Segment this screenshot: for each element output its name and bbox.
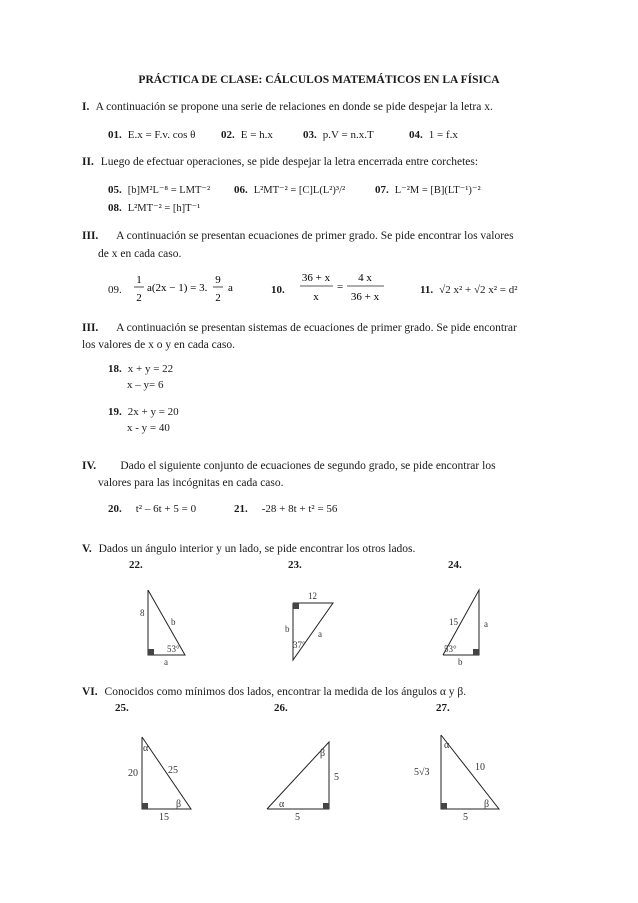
hypotenuse-label: 25: [168, 765, 178, 776]
fraction-numerator: 4 x: [358, 272, 372, 284]
section-7-heading: [82, 686, 466, 698]
angle-label: 53°: [444, 644, 457, 654]
equation: L²MT⁻² = [h]T⁻¹: [127, 203, 201, 214]
fraction-denominator: 2: [215, 292, 221, 304]
hypotenuse-label: 10: [475, 762, 485, 773]
section-7-label: VI.: [82, 686, 98, 698]
exercise-number: 06.: [234, 184, 248, 196]
exercise-number: 02.: [221, 129, 235, 141]
alpha-label: α: [444, 740, 450, 751]
base-label: 15: [159, 812, 169, 823]
equation: -28 + 8t + t² = 56: [261, 503, 338, 515]
fraction-numerator: 36 + x: [301, 272, 331, 284]
exercise-01: [108, 129, 195, 141]
base-label: a: [164, 657, 168, 667]
right-angle-marker: [473, 649, 479, 655]
figure-23-number: 23.: [288, 559, 302, 571]
exercise-number: 11.: [420, 284, 434, 296]
base-label: 5: [463, 812, 468, 823]
triangle-22: [140, 590, 185, 667]
fraction-denominator: 36 + x: [350, 291, 380, 303]
equation: L²MT⁻² = [C]L(L²)³/²: [253, 185, 346, 196]
triangle-25: [128, 737, 191, 823]
section-6-heading: [82, 543, 415, 555]
alpha-label: α: [143, 743, 149, 754]
exercise-number: 18.: [108, 363, 122, 375]
hypotenuse-label: 15: [449, 617, 458, 627]
side-label: 5: [334, 772, 339, 783]
exercise-number: 01.: [108, 129, 122, 141]
exercise-11: [420, 284, 518, 296]
section-4-text: A continuación se presentan sistemas de ecuaciones de primer grado. Se pide encontrar: [116, 322, 517, 334]
exercise-18-line-2: x – y= 6: [127, 379, 164, 391]
side-label: 20: [128, 768, 138, 779]
section-5-text-2: valores para las incógnitas en cada caso.: [98, 477, 284, 489]
section-5-heading: [82, 460, 557, 472]
triangle-24: [443, 590, 488, 667]
exercise-03: [303, 129, 374, 141]
base-label: b: [458, 657, 463, 667]
section-6-label: V.: [82, 543, 92, 555]
exercise-18: [108, 363, 173, 375]
section-6-text: Dados un ángulo interior y un lado, se pide encontrar los otros lados.: [98, 543, 416, 555]
right-angle-marker: [323, 803, 329, 809]
exercise-19-line-2: x - y = 40: [127, 422, 170, 434]
beta-label: β: [176, 799, 182, 810]
figure-27-number: 27.: [436, 702, 450, 714]
exercise-number: 08.: [108, 202, 122, 214]
side-label: 8: [140, 608, 145, 618]
page-title: PRÁCTICA DE CLASE: CÁLCULOS MATEMÁTICOS EN LA FÍSICA: [138, 74, 500, 86]
equals-sign: =: [337, 281, 344, 293]
side-label: a: [484, 619, 488, 629]
exercise-10-number: 10.: [271, 284, 285, 296]
figure-25-number: 25.: [115, 702, 129, 714]
triangle-23: [285, 591, 333, 660]
section-1-label: I.: [82, 101, 90, 113]
equation: E.x = F.v. cos θ: [127, 129, 196, 141]
exercise-number: 07.: [375, 184, 389, 196]
equation: L⁻²M = [B](LT⁻¹)⁻²: [394, 185, 481, 196]
figure-24-number: 24.: [448, 559, 462, 571]
section-4-text-2: los valores de x o y en cada caso.: [82, 339, 235, 351]
exercise-04: [409, 129, 458, 141]
triangle-26: [267, 742, 339, 823]
alpha-label: α: [279, 799, 285, 810]
equation: √2 x² + √2 x² = d²: [439, 284, 518, 296]
section-2-label: II.: [82, 156, 94, 168]
fraction-numerator: 9: [215, 274, 221, 286]
angle-label: 37°: [293, 640, 306, 650]
exercise-number: 20.: [108, 503, 122, 515]
beta-label: β: [320, 748, 326, 759]
figure-22-number: 22.: [129, 559, 143, 571]
exercise-02: [221, 129, 273, 141]
section-7-text: Conocidos como mínimos dos lados, encontrar la medida de los ángulos α y β.: [104, 686, 467, 698]
section-4-heading: [82, 322, 557, 334]
base-label: 5: [295, 812, 300, 823]
section-1-text: A continuación se propone una serie de relaciones en donde se pide despejar la letra x.: [95, 101, 493, 113]
fraction-numerator: 1: [136, 274, 142, 286]
equation: p.V = n.x.T: [322, 129, 374, 141]
fraction-denominator: x: [313, 291, 319, 303]
exercise-10-equation: [300, 270, 390, 308]
section-5-text: Dado el siguiente conjunto de ecuaciones de segundo grado, se pide encontrar los: [120, 460, 496, 472]
section-3-text: A continuación se presentan ecuaciones de primer grado. Se pide encontrar los valores: [116, 230, 514, 242]
exercise-08: [108, 202, 200, 214]
equation: 1 = f.x: [428, 129, 458, 141]
exercise-number: 19.: [108, 406, 122, 418]
right-angle-marker: [142, 803, 148, 809]
equation-middle: a(2x − 1) = 3.: [147, 282, 208, 294]
section-3-text-2: de x en cada caso.: [98, 248, 182, 260]
exercise-20: [108, 503, 196, 515]
section-1-heading: [82, 101, 493, 113]
section-4-label: III.: [82, 322, 99, 334]
fraction-denominator: 2: [136, 292, 142, 304]
exercise-number: 21.: [234, 503, 248, 515]
equation-line-1: 2x + y = 20: [127, 406, 179, 418]
exercise-19: [108, 406, 179, 418]
side-label: 12: [308, 591, 317, 601]
hypotenuse-label: a: [318, 629, 322, 639]
equation-line-1: x + y = 22: [127, 363, 174, 375]
exercise-number: 05.: [108, 184, 122, 196]
section-3-heading: [82, 230, 557, 242]
section-2-text: Luego de efectuar operaciones, se pide despejar la letra encerrada entre corchetes:: [100, 156, 479, 168]
equation: E = h.x: [240, 129, 273, 141]
triangle-27: [414, 735, 499, 823]
triangles-section-v: [0, 585, 638, 670]
section-2-heading: [82, 156, 478, 168]
section-3-label: III.: [82, 230, 99, 242]
right-angle-marker: [441, 803, 447, 809]
figure-26-number: 26.: [274, 702, 288, 714]
right-angle-marker: [148, 649, 154, 655]
exercise-09-number: 09.: [108, 284, 122, 296]
angle-label: 53°: [167, 644, 180, 654]
exercise-number: 03.: [303, 129, 317, 141]
equation: t² – 6t + 5 = 0: [135, 503, 197, 515]
hypotenuse-label: b: [171, 617, 176, 627]
right-angle-marker: [293, 603, 299, 609]
section-5-label: IV.: [82, 460, 97, 472]
equation: [b]M²L⁻⁸ = LMT⁻²: [127, 185, 211, 196]
triangle-outline: [293, 603, 333, 660]
triangle-outline: [441, 735, 499, 809]
side-label: b: [285, 624, 290, 634]
exercise-05: [108, 184, 210, 196]
triangles-section-vi: [0, 725, 638, 825]
exercise-07: [375, 184, 481, 196]
exercise-06: [234, 184, 345, 196]
exercise-21: [234, 503, 337, 515]
triangle-outline: [142, 737, 191, 809]
equation-tail: a: [228, 282, 233, 294]
exercise-number: 04.: [409, 129, 423, 141]
side-label: 5√3: [414, 767, 430, 778]
beta-label: β: [484, 799, 490, 810]
exercise-09-equation: [130, 272, 250, 308]
